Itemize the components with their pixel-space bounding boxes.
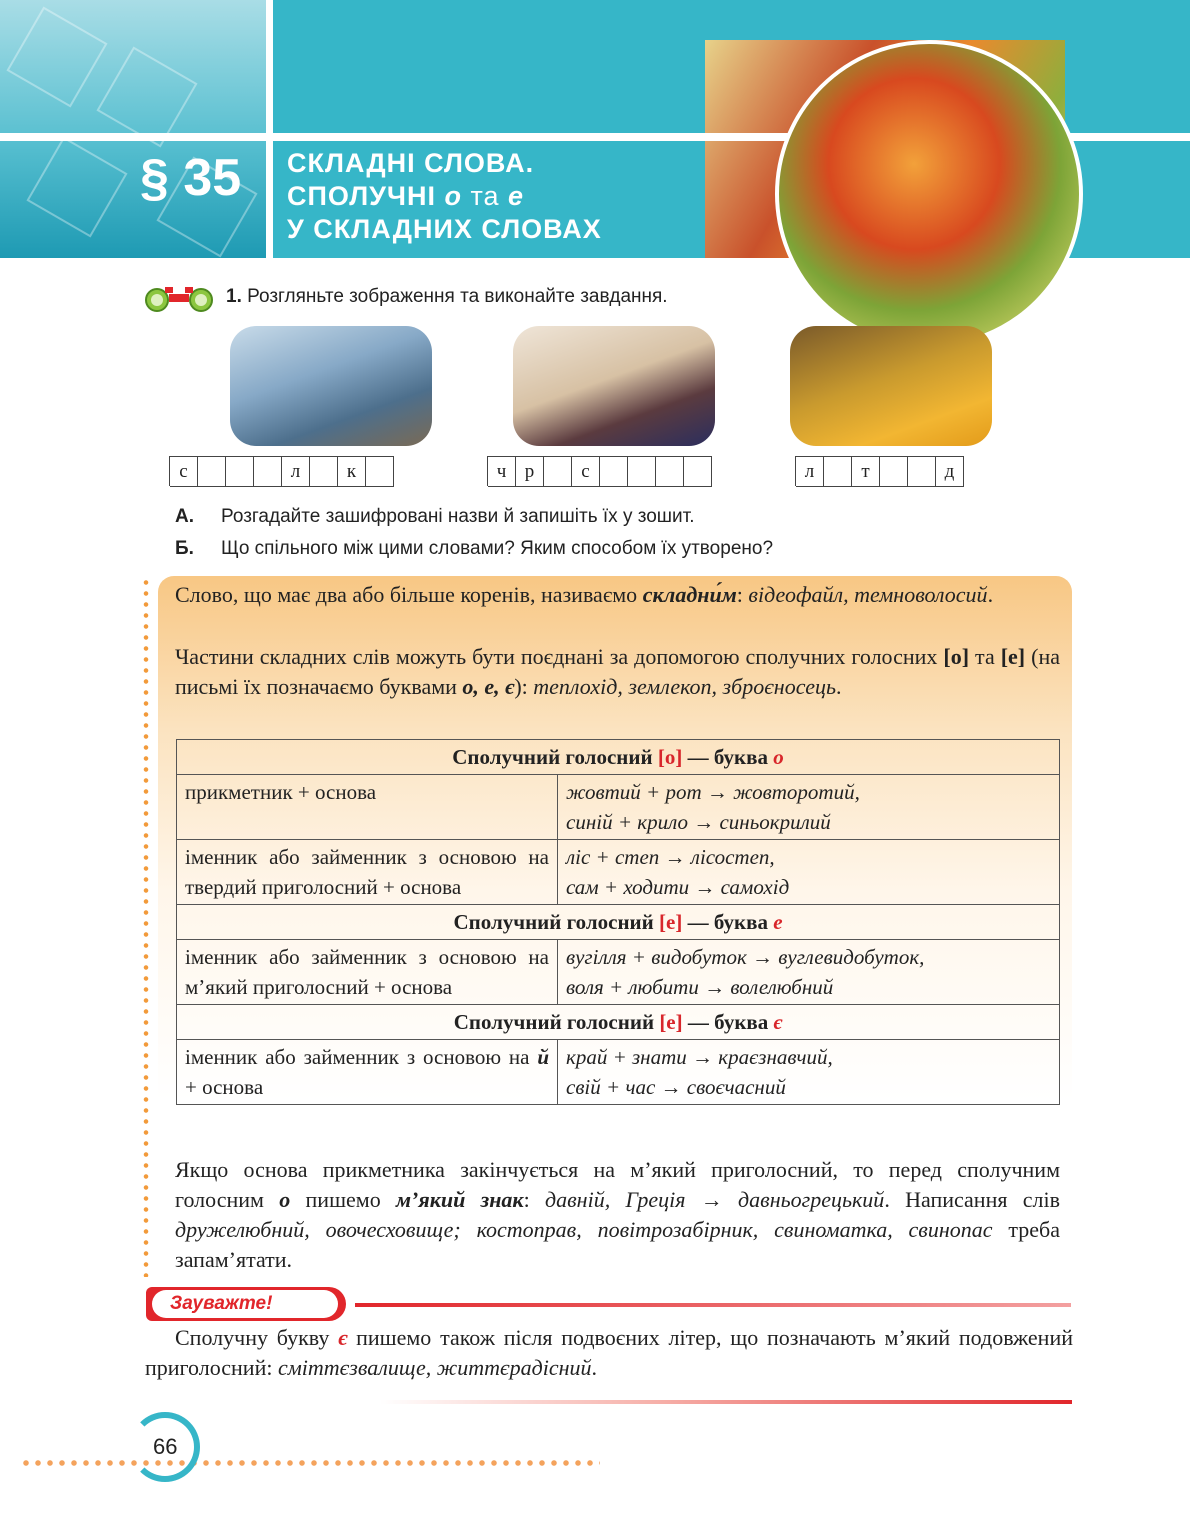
letter-cell: [310, 456, 338, 487]
note-label: Зауважте!: [152, 1290, 338, 1318]
letter-cell: ч: [488, 456, 516, 487]
table-cell-examples: край + знати → краєзнавчий, свій + час → своєчасний: [558, 1040, 1060, 1105]
question-a: А. Розгадайте зашифровані назви й запишіть їх у зошит.: [175, 506, 695, 527]
prunes-image: [513, 326, 715, 446]
rock-climber-image: [230, 326, 432, 446]
table-row: [177, 1040, 1060, 1105]
letter-cell: с: [572, 456, 600, 487]
letter-cell: [544, 456, 572, 487]
table-header-row: [177, 1005, 1060, 1040]
title-line-3: У СКЛАДНИХ СЛОВАХ: [287, 214, 602, 244]
letter-cell: [628, 456, 656, 487]
letter-cell: [824, 456, 852, 487]
rule-paragraph-1: Слово, що має два або більше коренів, називаємо складни́м: відеофайл, темноволосий.: [175, 582, 994, 607]
hexagon-decoration: [26, 136, 127, 237]
letter-cell: л: [796, 456, 824, 487]
letter-cell: [198, 456, 226, 487]
letter-cell: р: [516, 456, 544, 487]
table-header-o: Сполучний голосний [о] — буква о: [177, 740, 1060, 775]
letter-cell: [600, 456, 628, 487]
letter-cell: [226, 456, 254, 487]
table-cell-examples: ліс + степ → лісостеп, сам + ходити → самохід: [558, 840, 1060, 905]
section-number: § 35: [140, 149, 242, 207]
letter-cell: [254, 456, 282, 487]
table-row: [177, 840, 1060, 905]
page-number: 66: [153, 1434, 178, 1459]
table-row: [177, 775, 1060, 840]
autumn-leaves-circle-image: [775, 40, 1083, 348]
table-cell-rule: іменник або займенник з основою на й + основа: [177, 1040, 558, 1105]
table-cell-examples: жовтий + рот → жовторотий, синій + крило → синьокрилий: [558, 775, 1060, 840]
note-paragraph: Сполучну букву є пишемо також після подвоєних літер, що позначають м’який подовжений приголосний: сміттєзвалище, життєрадісний.: [145, 1325, 1073, 1380]
page-title: [287, 147, 602, 246]
header-left-panel: [0, 0, 266, 258]
word-cells-2: [487, 456, 712, 486]
table-header-row: [177, 740, 1060, 775]
title-line-1: СКЛАДНІ СЛОВА.: [287, 148, 535, 178]
letter-cell: л: [282, 456, 310, 487]
table-header-e: Сполучний голосний [е] — буква е: [177, 905, 1060, 940]
letter-cell: [880, 456, 908, 487]
task-1-instruction: 1. Розгляньте зображення та виконайте завдання.: [226, 286, 668, 307]
note-divider: [355, 1303, 1071, 1307]
header-vertical-separator: [266, 0, 273, 258]
letter-cell: [684, 456, 712, 487]
rule-paragraph-2: Частини складних слів можуть бути поєднані за допомогою сполучних голосних [о] та [е] (на письмі їх позначаємо буквами о, е, є): теплохід, землекоп, зброєносець.: [175, 644, 1060, 699]
rule-paragraph-3: Якщо основа прикметника закінчується на м’який приголосний, то перед сполучним голосним о пишемо м’який знак: давній, Греція → давньогрецький. Написання слів дружелюбний, овочесховище; костоправ, повітрозабірник, свиноматка, свинопас треба запам’ятати.: [175, 1157, 1060, 1272]
hexagon-decoration: [6, 6, 107, 107]
table-cell-rule: прикметник + основа: [177, 775, 558, 840]
title-line-2: СПОЛУЧНІ о та е: [287, 181, 525, 211]
binoculars-icon: [143, 283, 215, 313]
table-cell-rule: іменник або займенник з основою на твердий приголосний + основа: [177, 840, 558, 905]
letter-cell: [366, 456, 394, 487]
table-row: [177, 940, 1060, 1005]
table-header-row: [177, 905, 1060, 940]
table-cell-rule: іменник або займенник з основою на м’який приголосний + основа: [177, 940, 558, 1005]
note-end-divider: [380, 1400, 1072, 1404]
letter-cell: д: [936, 456, 964, 487]
table-header-ye: Сполучний голосний [е] — буква є: [177, 1005, 1060, 1040]
word-cells-3: [795, 456, 964, 486]
letter-cell: т: [852, 456, 880, 487]
autumn-dog-image: [790, 326, 992, 446]
letter-cell: [656, 456, 684, 487]
table-cell-examples: вугілля + видобуток → вуглевидобуток, воля + любити → волелюбний: [558, 940, 1060, 1005]
dotted-margin-line: [143, 577, 149, 1277]
letter-cell: с: [170, 456, 198, 487]
connecting-vowels-table: [176, 739, 1060, 1105]
word-cells-1: [169, 456, 394, 486]
letter-cell: [908, 456, 936, 487]
question-b: Б. Що спільного між цими словами? Яким способом їх утворено?: [175, 538, 774, 559]
letter-cell: к: [338, 456, 366, 487]
footer-dots: [20, 1459, 600, 1467]
